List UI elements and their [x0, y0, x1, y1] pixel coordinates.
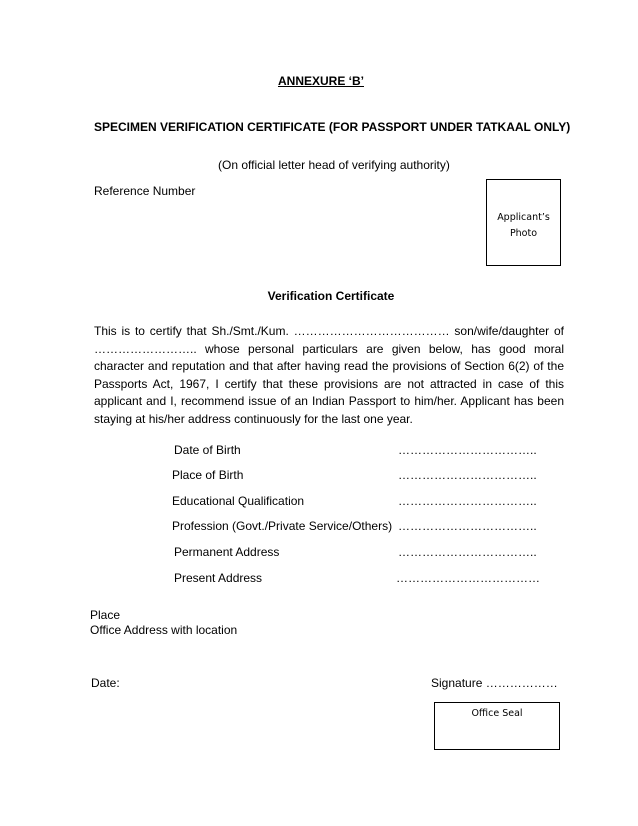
letterhead-note: (On official letter head of verifying authority): [218, 158, 450, 172]
verification-certificate-heading: Verification Certificate: [267, 289, 395, 303]
present-address-value: ………………………………: [396, 571, 540, 585]
profession-label: Profession (Govt./Private Service/Others): [172, 519, 393, 533]
educational-qualification-value: ……………………………..: [398, 494, 537, 508]
date-of-birth-value: ……………………………..: [398, 443, 537, 457]
office-address-label: Office Address with location: [90, 623, 238, 637]
profession-value: ……………………………..: [398, 519, 537, 533]
educational-qualification-label: Educational Qualification: [172, 494, 305, 508]
permanent-address-label: Permanent Address: [174, 545, 280, 559]
signature-label: Signature ………………: [431, 676, 558, 690]
certification-paragraph: This is to certify that Sh./Smt./Kum. ………………………………… son/wife/daughter of …………………….. whose personal particulars are given below, has good moral character and reputation and that after having read the provisions of Section 6(2) of the Passports Act, 1967, I certify that these provisions are not attracted in case of this applicant and I, recommend issue of an Indian Passport to him/her. Applicant has been staying at his/her address continuously for the last one year.: [94, 324, 564, 426]
photo-label-line1: Applicant’s: [497, 212, 550, 223]
office-seal-box: [434, 702, 560, 750]
place-of-birth-label: Place of Birth: [172, 468, 244, 482]
date-of-birth-label: Date of Birth: [174, 443, 241, 457]
applicant-photo-label: [487, 210, 560, 242]
applicant-photo-box: [486, 179, 561, 266]
annexure-heading: ANNEXURE ‘B’: [277, 74, 364, 88]
reference-number-label: Reference Number: [94, 184, 196, 198]
permanent-address-value: ……………………………..: [398, 545, 537, 559]
date-label: Date:: [91, 676, 120, 690]
present-address-label: Present Address: [174, 571, 263, 585]
certificate-title: SPECIMEN VERIFICATION CERTIFICATE (FOR PASSPORT UNDER TATKAAL ONLY): [94, 120, 571, 134]
photo-label-line2: Photo: [509, 228, 538, 239]
place-of-birth-value: ……………………………..: [398, 468, 537, 482]
office-seal-label: Office Seal: [471, 708, 523, 719]
place-label: Place: [90, 608, 121, 622]
